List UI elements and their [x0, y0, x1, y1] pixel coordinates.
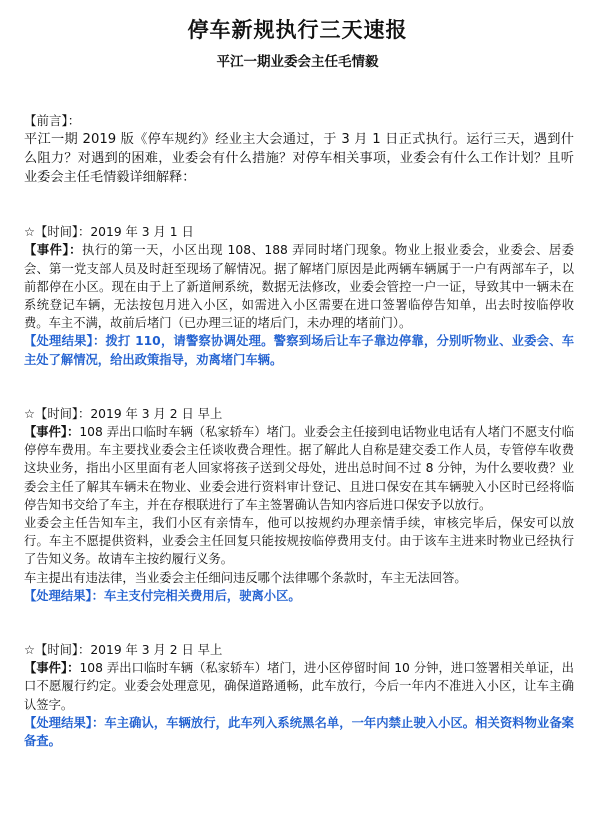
- page-subtitle: 平江一期业委会主任毛情毅: [216, 54, 379, 70]
- event-text: 108 弄出口临时车辆（私家轿车）堵门，进小区停留时间 10 分钟，进口签署相关单证，出口不愿履行约定。业委会处理意见，确保道路通畅，此车放行，今后一年内不准进入小区，让车主确认签字。: [24, 661, 574, 712]
- result-label: 【处理结果】：: [24, 715, 105, 730]
- result-label: 【处理结果】：: [24, 588, 104, 603]
- entry-2: [24, 405, 574, 605]
- result-text: 拨打 110，请警察协调处理。警察到场后让车子靠边停靠，分别听物业、业委会、车主处了解情况，给出政策指导，劝离堵门车辆。: [24, 334, 574, 367]
- event-label: 【事件】：: [24, 243, 82, 258]
- spacer: [24, 369, 574, 405]
- spacer: [24, 187, 574, 223]
- entry-extra-paragraph: 车主提出有违法律，当业委会主任细问违反哪个法律哪个条款时，车主无法回答。: [24, 570, 467, 585]
- event-label: 【事件】：: [24, 661, 80, 676]
- preface-label: 【前言】：: [24, 113, 81, 128]
- entry-result: [24, 332, 574, 368]
- entry-result: [24, 587, 574, 605]
- preface-text: 平江一期 2019 版《停车规约》经业主大会通过，于 3 月 1 日正式执行。运行三天，遇到什么阻力？对遇到的困难，业委会有什么措施？对停车相关事项，业委会有什么工作计划？且听业委会主任毛情毅详细解释：: [24, 132, 574, 186]
- event-text: 108 弄出口临时车辆（私家轿车）堵门。业委会主任接到电话物业电话有人堵门不愿支付临停停车费用。车主要找业委会主任谈收费合理性。据了解此人自称是建交委工作人员，专管停车收费这块业务，指出小区里面有老人回家将孩子送到父母处，进出总时间不过 8 分钟，为什么要收费？业委会主任了解其车辆未在物业、业委会进行资料审计登记、且进口保安在其车辆驶入小区时已经将临停告知书交给了车主，并在存根联进行了车主签署确认告知内容后进口保安予以放行。: [24, 425, 575, 512]
- result-text: 车主支付完相关费用后，驶离小区。: [103, 588, 301, 603]
- entry-event: [24, 659, 574, 714]
- entry-time: ☆【时间】：2019 年 3 月 2 日 早上: [24, 406, 223, 421]
- entry-time: ☆【时间】：2019 年 3 月 2 日 早上: [24, 643, 223, 658]
- entry-extra-paragraph: 业委会主任告知车主，我们小区有亲情车，他可以按规约办理亲情手续，审核完毕后，保安可以放行。车主不愿提供资料，业委会主任回复只能按规按临停费用支付。由于该车主进来时物业已经执行了告知义务。故请车主按约履行义务。: [24, 516, 574, 567]
- page-title: 停车新规执行三天速报: [187, 18, 408, 42]
- entry-3: [24, 641, 574, 750]
- entry-event: [24, 241, 574, 332]
- result-label: 【处理结果】：: [24, 334, 106, 349]
- result-text: 车主确认，车辆放行，此车列入系统黑名单，一年内禁止驶入小区。相关资料物业备案备查。: [24, 715, 574, 749]
- document-body: [24, 112, 574, 750]
- entry-1: [24, 223, 574, 369]
- spacer: [24, 605, 574, 641]
- event-label: 【事件】：: [24, 425, 80, 440]
- entry-time: ☆【时间】：2019 年 3 月 1 日: [24, 225, 194, 240]
- event-text: 执行的第一天，小区出现 108、188 弄同时堵门现象。物业上报业委会，业委会、居委会、第一党支部人员及时赶至现场了解情况。据了解堵门原因是此两辆车辆属于一户有两部车子，以前都停在小区。现在由于上了新道闸系统，数据无法修改，业委会管控一户一证，导致其中一辆未在系统登记车辆，无法按包月进入小区，如需进入小区需要在进口签署临停告知单，出去时按临停收费。车主不满，故前后堵门（已办理三证的堵后门，未办理的堵前门）。: [24, 243, 574, 331]
- entry-result: [24, 714, 574, 750]
- entry-event: [24, 423, 574, 514]
